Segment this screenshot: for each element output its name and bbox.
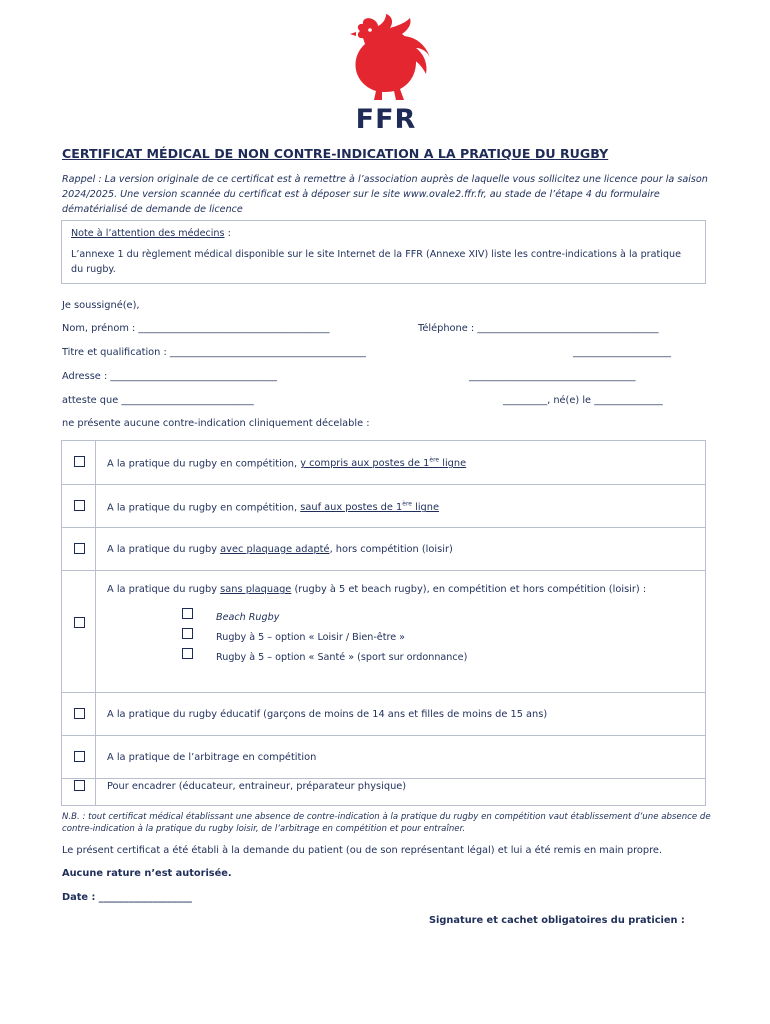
option-row xyxy=(62,778,705,807)
checkbox-competition-sauf-1ere-ligne[interactable] xyxy=(74,500,85,511)
option-row xyxy=(62,527,705,571)
option-label: A la pratique de l’arbitrage en compétition xyxy=(107,752,317,763)
checkbox-encadrer[interactable] xyxy=(74,780,85,791)
page-title: CERTIFICAT MÉDICAL DE NON CONTRE-INDICATION A LA PRATIQUE DU RUGBY xyxy=(62,146,609,161)
rappel-text: Rappel : La version originale de ce certificat est à remettre à l’association auprès de laquelle vous sollicitez une licence pour la saison 2024/2025. Une version scannée du certificat est à déposer sur le site www.ovale2.ffr.fr, au stade de l’étape 4 du formulaire dématérialisé de demande de licence xyxy=(62,174,708,215)
checkbox-arbitrage[interactable] xyxy=(74,751,85,762)
nom-field[interactable]: Nom, prénom : _______________________________________ xyxy=(62,323,330,334)
date-field[interactable]: Date : ___________________ xyxy=(62,892,192,903)
etabli-text: Le présent certificat a été établi à la demande du patient (ou de son représentant légal) et lui a été remis en main propre. xyxy=(62,845,663,856)
option-row xyxy=(62,692,705,736)
option-row xyxy=(62,735,705,779)
rature-text: Aucune rature n’est autorisée. xyxy=(62,868,232,879)
option-label: A la pratique du rugby en compétition, sauf aux postes de 1ère ligne xyxy=(107,501,439,514)
checkbox-competition-1ere-ligne[interactable] xyxy=(74,456,85,467)
rooster-icon xyxy=(330,14,440,104)
ffr-logo-text: FFR xyxy=(355,104,417,135)
birthdate-field[interactable]: _________, né(e) le ______________ xyxy=(503,395,663,406)
adresse-field-continued[interactable]: __________________________________ xyxy=(469,371,636,382)
option-label: A la pratique du rugby avec plaquage adapté, hors compétition (loisir) xyxy=(107,544,453,555)
signature-label: Signature et cachet obligatoires du praticien : xyxy=(429,915,685,926)
option-row xyxy=(62,484,705,528)
options-table xyxy=(61,440,706,806)
checkbox-plaquage-adapte[interactable] xyxy=(74,543,85,554)
checkbox-sans-plaquage[interactable] xyxy=(74,617,85,628)
option-row xyxy=(62,570,705,693)
note-title: Note à l’attention des médecins xyxy=(71,228,225,239)
option-label: A la pratique du rugby en compétition, y compris aux postes de 1ère ligne xyxy=(107,457,467,470)
note-colon: : xyxy=(224,228,231,239)
checkbox-rugby-a-5-sante[interactable] xyxy=(182,648,193,659)
soussigne-label: Je soussigné(e), xyxy=(62,300,140,311)
checkbox-rugby-a-5-loisir[interactable] xyxy=(182,628,193,639)
atteste-field[interactable]: atteste que ___________________________ xyxy=(62,395,254,406)
checkbox-rugby-educatif[interactable] xyxy=(74,708,85,719)
nb-text: N.B. : tout certificat médical établissant une absence de contre-indication à la pratique du rugby en compétition vaut établissement d’une absence de contre-indication à la pratique du rugby loisir, de l’arbitrage en compétition et pour entraîner. xyxy=(62,812,711,834)
sub-option-label: Rugby à 5 – option « Loisir / Bien-être » xyxy=(216,632,406,643)
titre-field-continued[interactable]: ____________________ xyxy=(573,347,671,358)
option-row xyxy=(62,441,705,484)
option-label: A la pratique du rugby éducatif (garçons de moins de 14 ans et filles de moins de 15 ans) xyxy=(107,709,548,720)
option-label: Pour encadrer (éducateur, entraineur, préparateur physique) xyxy=(107,781,407,792)
checkbox-beach-rugby[interactable] xyxy=(182,608,193,619)
presente-text: ne présente aucune contre-indication cliniquement décelable : xyxy=(62,418,370,429)
sub-option-label: Beach Rugby xyxy=(216,612,280,623)
telephone-field[interactable]: Téléphone : _____________________________________ xyxy=(418,323,659,334)
note-body: L’annexe 1 du règlement médical disponible sur le site Internet de la FFR (Annexe XIV) liste les contre-indications à la pratique du rugby. xyxy=(71,249,681,275)
sub-option-label: Rugby à 5 – option « Santé » (sport sur ordonnance) xyxy=(216,652,468,663)
note-box xyxy=(61,220,706,284)
option-label: A la pratique du rugby sans plaquage (rugby à 5 et beach rugby), en compétition et hors compétition (loisir) : xyxy=(107,584,647,595)
adresse-field[interactable]: Adresse : __________________________________ xyxy=(62,371,277,382)
titre-field[interactable]: Titre et qualification : ________________________________________ xyxy=(62,347,366,358)
